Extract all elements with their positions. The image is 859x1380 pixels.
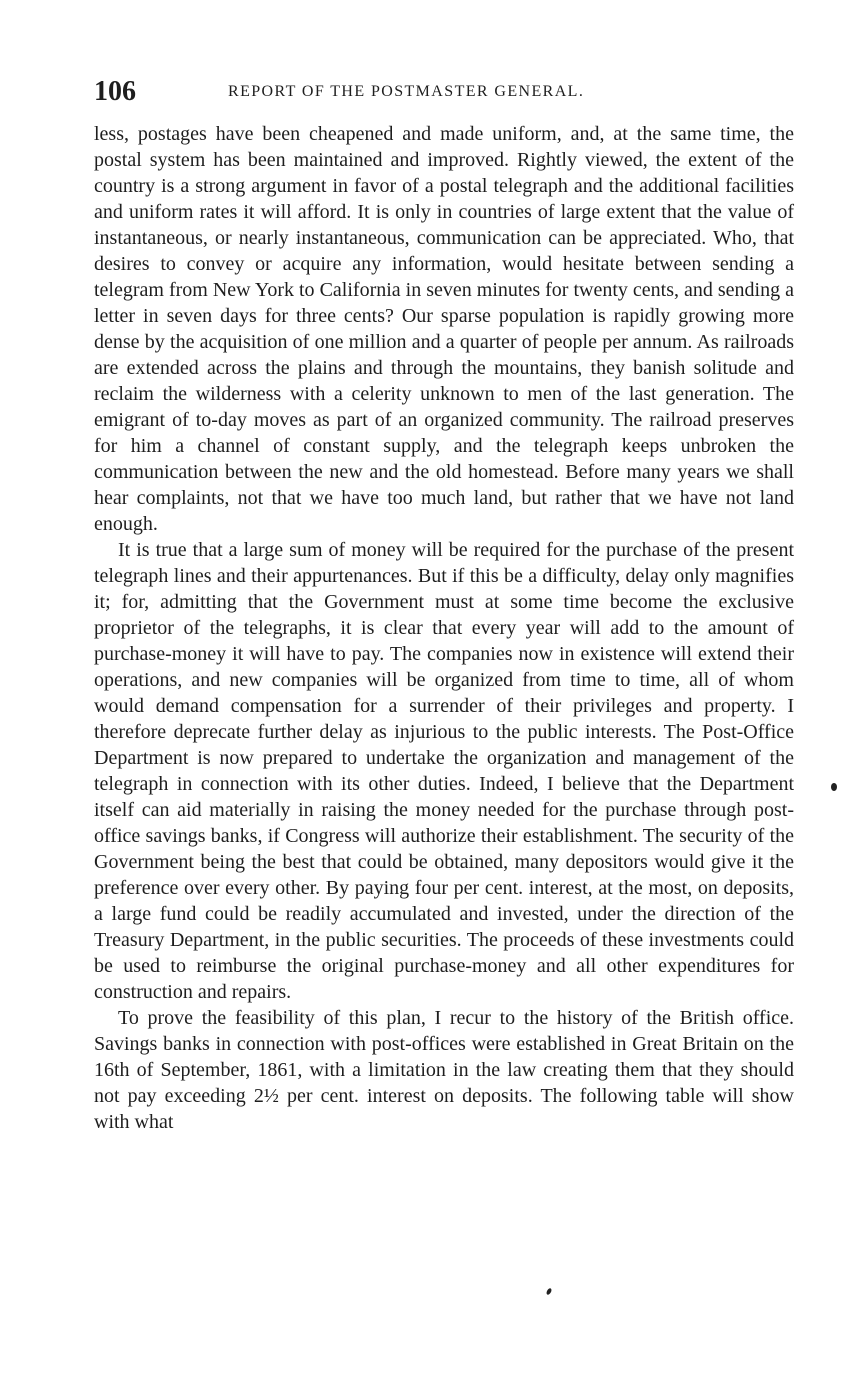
running-head: REPORT OF THE POSTMASTER GENERAL. — [228, 83, 585, 100]
ink-speck — [831, 783, 837, 791]
page-header — [94, 72, 824, 112]
paragraph-3: To prove the feasibility of this plan, I recur to the history of the British office. Savings banks in connection with post-offices were established in Great Britain on the 16th of September, 1861, with a limitation in the law creating them that they should not pay exceeding 2½ per cent. interest on deposits. The following table will show with what — [94, 1007, 794, 1133]
paragraph-1: less, postages have been cheapened and made uniform, and, at the same time, the postal system has been maintained and improved. Rightly viewed, the extent of the country is a strong argument in favor of a postal telegraph and the additional facilities and uniform rates it will afford. It is only in countries of large extent that the value of instantaneous, or nearly instantaneous, communication can be appreciated. Who, that desires to convey or acquire any information, would hesitate between sending a telegram from New York to California in seven minutes for twenty cents, and sending a letter in seven days for three cents? Our sparse population is rapidly growing more dense by the acquisition of one million and a quarter of people per annum. As railroads are extended across the plains and through the mountains, they banish solitude and reclaim the wilderness with a celerity unknown to men of the last generation. The emigrant of to-day moves as part of an organized community. The railroad preserves for him a channel of constant supply, and the telegraph keeps unbroken the communication between the new and the old homestead. Before many years we shall hear complaints, not that we have too much land, but rather that we have not land enough. — [94, 123, 794, 535]
page-number: 106 — [94, 76, 136, 107]
paragraph-2: It is true that a large sum of money will be required for the purchase of the present telegraph lines and their appurtenances. But if this be a difficulty, delay only magnifies it; for, admitting that the Government must at some time become the exclusive proprietor of the telegraphs, it is clear that every year will add to the amount of purchase-money it will have to pay. The companies now in existence will extend their operations, and new companies will be organized from time to time, all of whom would demand compensation for a surrender of their privileges and property. I therefore deprecate further delay as injurious to the public interests. The Post-Office Department is now prepared to undertake the organization and management of the telegraph in connection with its other duties. Indeed, I believe that the Department itself can aid materially in raising the money needed for the purchase through post-office savings banks, if Congress will authorize their establishment. The security of the Government being the best that could be obtained, many depositors would give it the preference over every other. By paying four per cent. interest, at the most, on deposits, a large fund could be readily accumulated and invested, under the direction of the Treasury Department, in the public securities. The proceeds of these investments could be used to reimburse the original purchase-money and all other expenditures for construction and repairs. — [94, 539, 794, 1003]
ink-speck — [546, 1287, 553, 1295]
body-text — [94, 121, 794, 1135]
